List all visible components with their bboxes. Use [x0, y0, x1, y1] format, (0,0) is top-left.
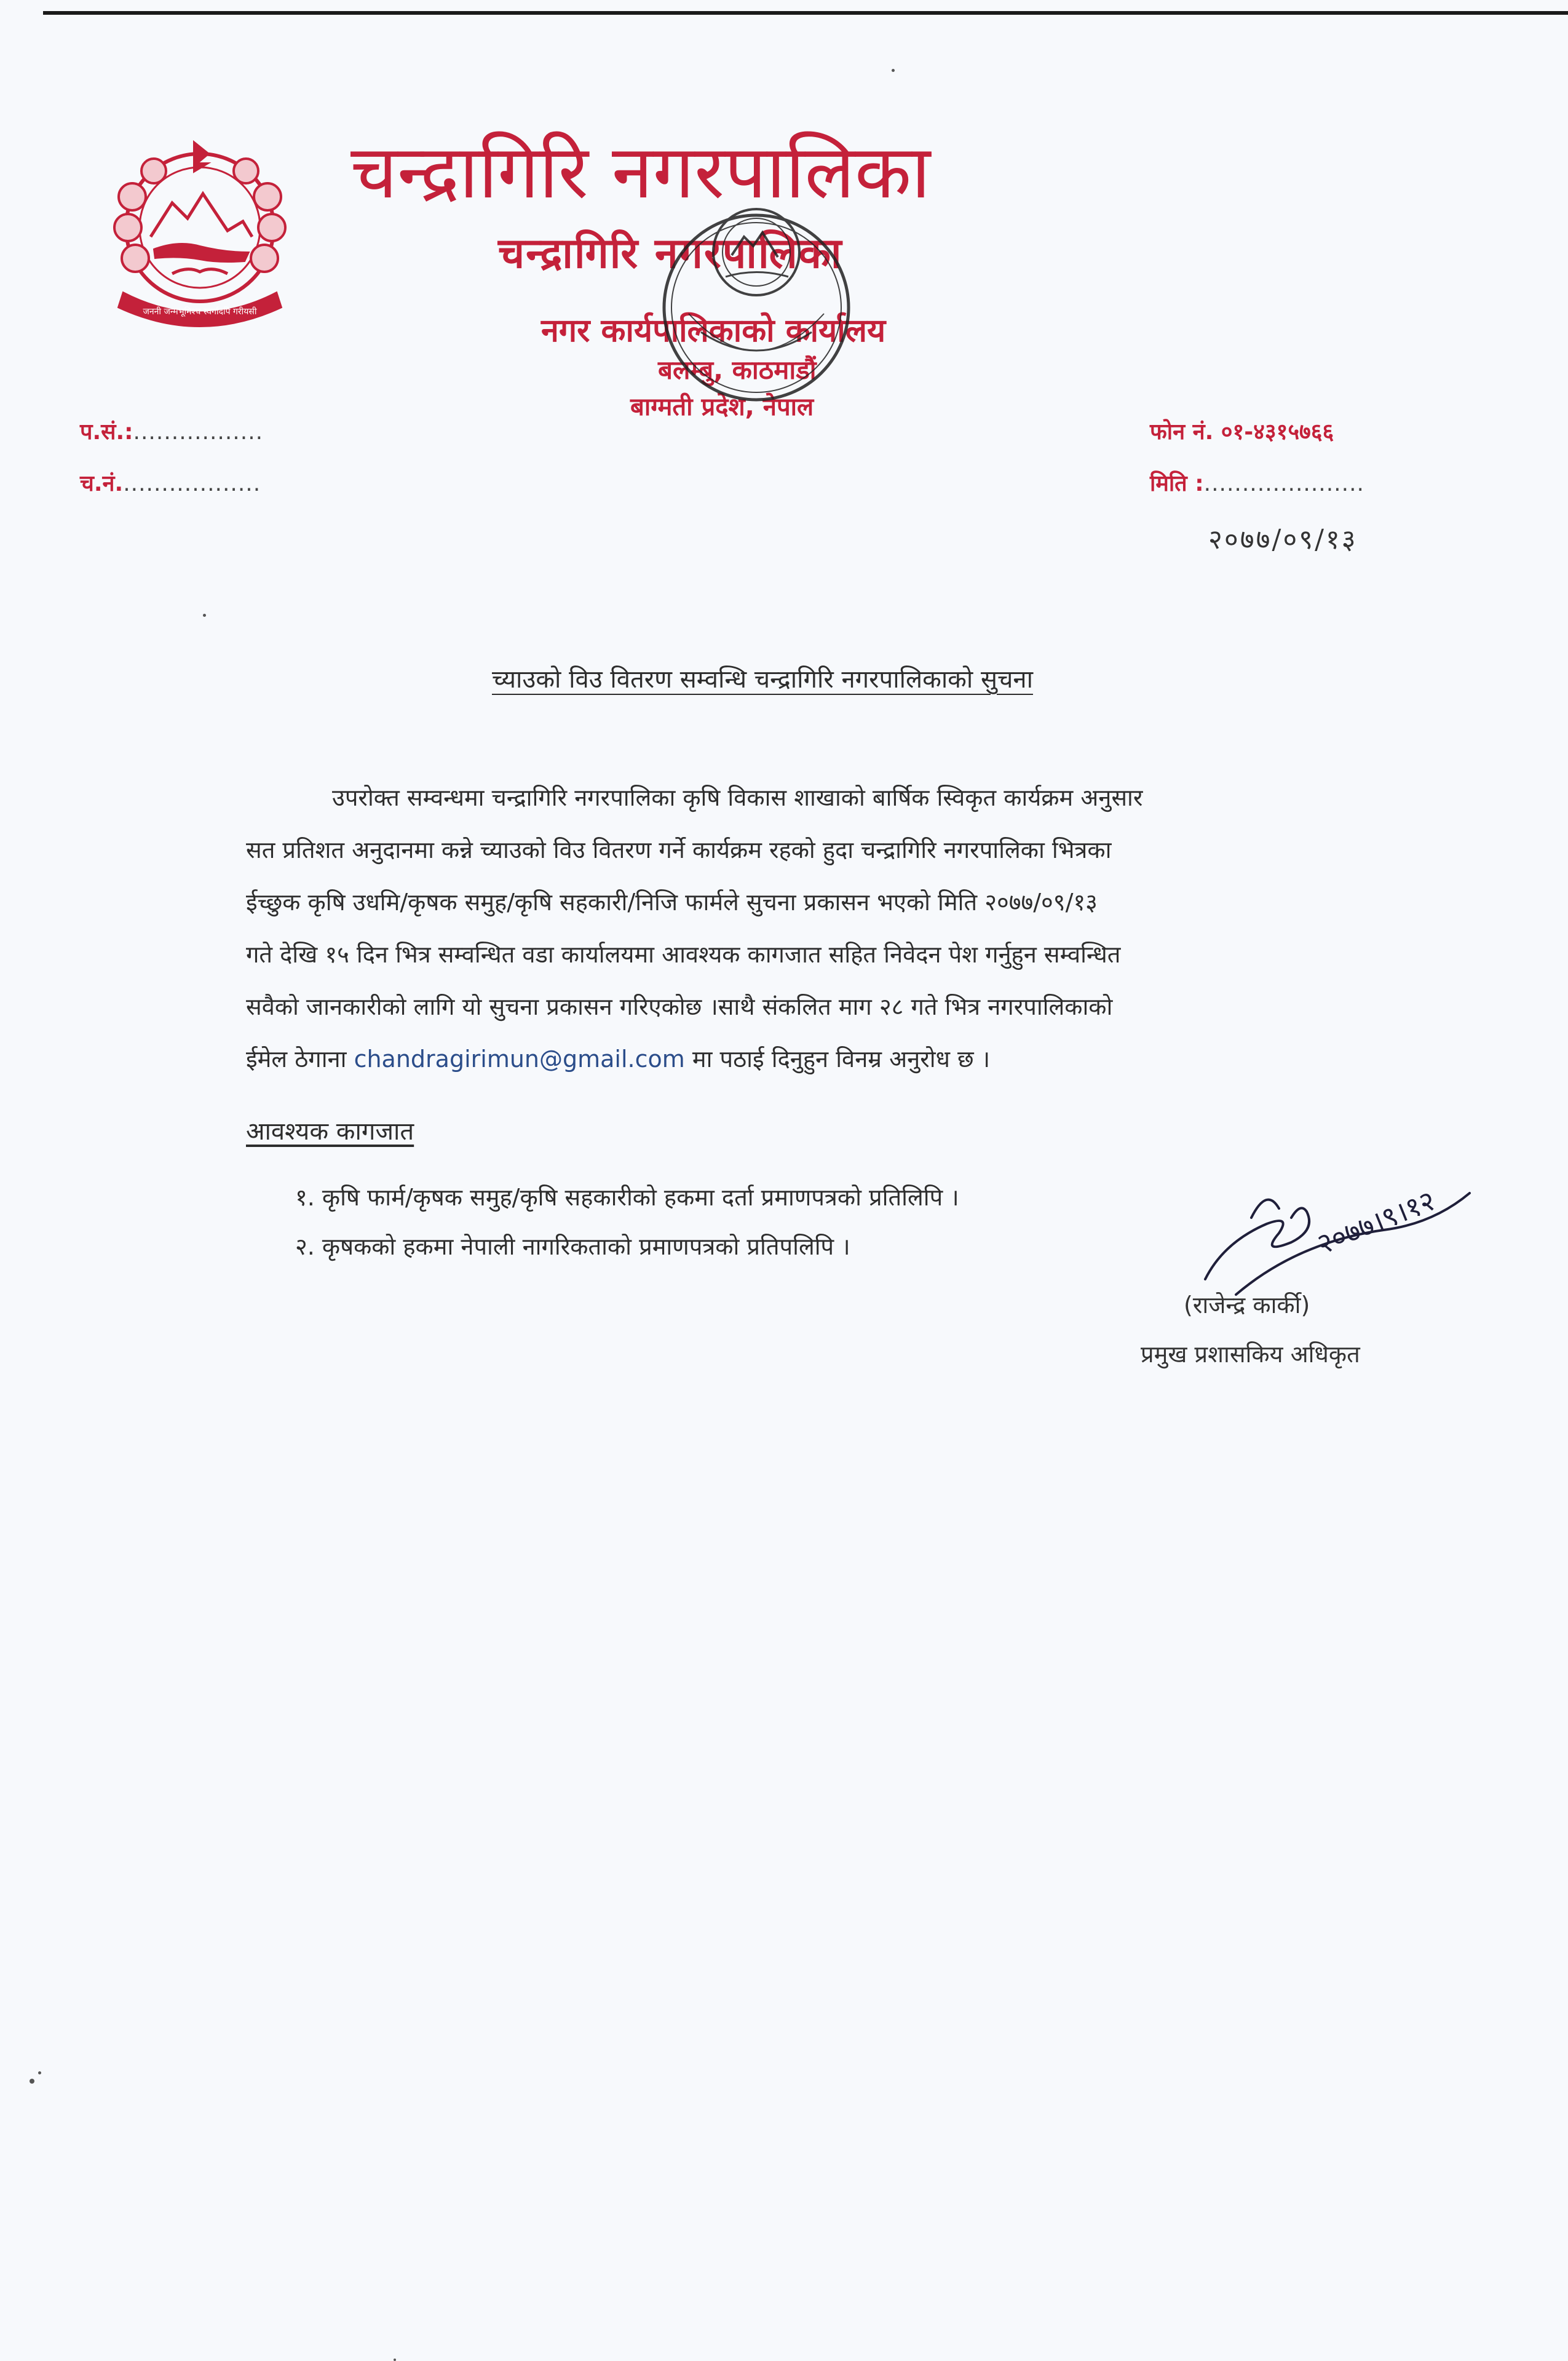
phone-label: फोन नं.	[1150, 419, 1214, 445]
email-address: chandragirimun@gmail.com	[354, 1046, 685, 1073]
body-line-5: सवैको जानकारीको लागि यो सुचना प्रकासन गरिएकोछ ।साथै संकलित माग २८ गते भित्र नगरपालिकाको	[246, 993, 1113, 1020]
dispatch-number-value: ..................	[123, 471, 261, 496]
dispatch-number-field	[80, 467, 261, 498]
date-value: .....................	[1203, 471, 1364, 496]
signature-icon	[1199, 1150, 1494, 1310]
address-line-1: बलम्बु, काठमाडौं	[658, 355, 817, 385]
dispatch-number-label: च.नं.	[80, 471, 124, 496]
email-prefix: ईमेल ठेगाना	[246, 1046, 347, 1073]
signer-designation: प्रमुख प्रशासकिय अधिकृत	[1141, 1341, 1360, 1368]
phone-field	[1150, 416, 1334, 446]
requirement-item: १. कृषि फार्म/कृषक समुह/कृषि सहकारीको हकमा दर्ता प्रमाणपत्रको प्रतिलिपि ।	[295, 1184, 959, 1211]
office-name: नगर कार्यपालिकाको कार्यालय	[541, 312, 886, 349]
date-field	[1150, 467, 1364, 498]
emblem-motto: जननी जन्मभूमिश्च स्वर्गादपि गरीयसी	[143, 307, 257, 317]
body-line-1: उपरोक्त सम्वन्धमा चन्द्रागिरि नगरपालिका कृषि विकास शाखाको बार्षिक स्विकृत कार्यक्रम अनुसार	[332, 784, 1143, 811]
page-top-edge-line	[43, 11, 1568, 15]
body-line-4: गते देखि १५ दिन भित्र सम्वन्धित वडा कार्यालयमा आवश्यक कागजात सहित निवेदन पेश गर्नुहुन सम्वन्धित	[246, 941, 1121, 968]
scan-speck	[30, 2079, 34, 2084]
scan-speck	[203, 614, 206, 617]
requirements-heading: आवश्यक कागजात	[246, 1117, 414, 1146]
scan-speck	[892, 69, 895, 72]
address-line-2: बाग्मती प्रदेश, नेपाल	[630, 393, 814, 421]
letter-number-label: प.सं.:	[80, 419, 133, 445]
scan-speck	[394, 2359, 396, 2361]
email-suffix: मा पठाई दिनुहुन विनम्र अनुरोध छ ।	[692, 1046, 991, 1073]
official-stamp-icon	[627, 185, 885, 443]
handwritten-date: २०७७/०९/१३	[1208, 524, 1358, 555]
signer-name: (राजेन्द्र कार्की)	[1184, 1292, 1310, 1319]
requirement-item: २. कृषकको हकमा नेपाली नागरिकताको प्रमाणपत्रको प्रतिपलिपि ।	[295, 1233, 850, 1260]
letter-number-value: .................	[133, 419, 264, 445]
body-line-6	[246, 1042, 990, 1074]
municipality-title-stylized: चन्द्रागिरि नगरपालिका	[498, 229, 843, 278]
municipality-title: चन्द्रागिरि नगरपालिका	[350, 130, 931, 215]
notice-subject: च्याउको विउ वितरण सम्वन्धि चन्द्रागिरि नगरपालिकाको सुचना	[492, 665, 1033, 694]
phone-value: ०१-४३१५७६६	[1221, 419, 1334, 445]
scan-speck	[38, 2071, 41, 2074]
letter-number-field	[80, 416, 263, 446]
body-line-2: सत प्रतिशत अनुदानमा कन्ने च्याउको विउ वितरण गर्ने कार्यक्रम रहको हुदा चन्द्रागिरि नगरपालिका भित्रका	[246, 836, 1112, 863]
nepal-emblem-icon	[86, 129, 314, 344]
body-line-3: ईच्छुक कृषि उधमि/कृषक समुह/कृषि सहकारी/निजि फार्मले सुचना प्रकासन भएको मिति २०७७/०९/१३	[246, 889, 1098, 916]
date-label: मिति :	[1150, 471, 1204, 496]
signature-date: २०७७।९।१२	[1312, 1183, 1440, 1261]
